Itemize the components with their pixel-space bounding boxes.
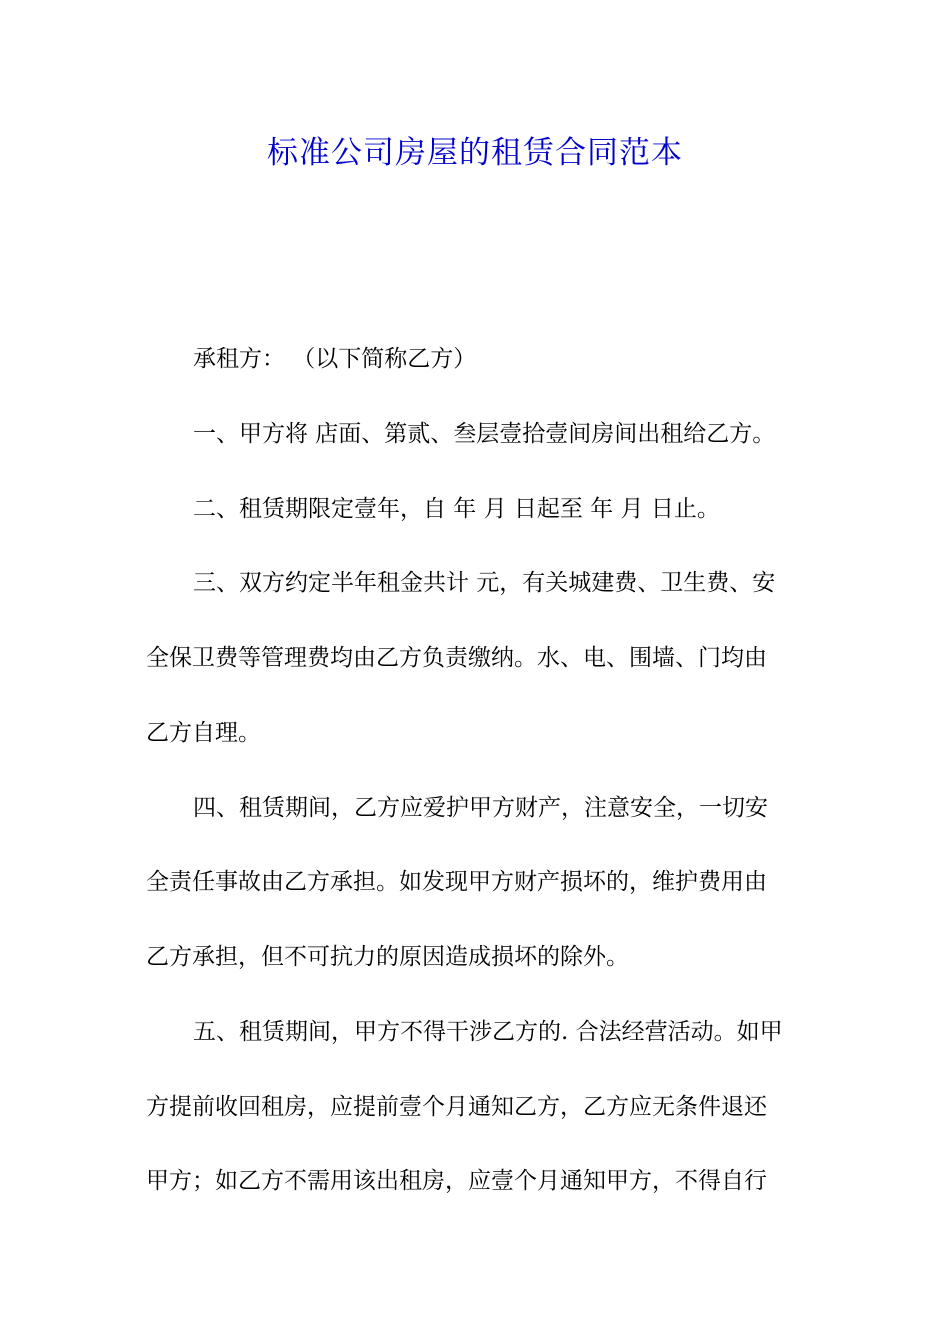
clause-2: 二、租赁期限定壹年，自 年 月 日起至 年 月 日止。 [193, 496, 720, 522]
clause-3-line-3: 乙方自理。 [146, 720, 261, 746]
clause-3-line-2: 全保卫费等管理费均由乙方负责缴纳。水、电、围墙、门均由 [146, 645, 767, 671]
clause-5-line-1: 五、租赁期间，甲方不得干涉乙方的. 合法经营活动。如甲 [193, 1019, 783, 1045]
clause-1: 一、甲方将 店面、第贰、叁层壹拾壹间房间出租给乙方。 [193, 421, 776, 447]
clause-4-line-3: 乙方承担，但不可抗力的原因造成损坏的除外。 [146, 944, 629, 970]
clause-5-line-2: 方提前收回租房，应提前壹个月通知乙方，乙方应无条件退还 [146, 1094, 767, 1120]
clause-4-line-1: 四、租赁期间，乙方应爱护甲方财产，注意安全，一切安 [193, 795, 768, 821]
clause-3-line-1: 三、双方约定半年租金共计 元，有关城建费、卫生费、安 [193, 570, 776, 596]
document-title: 标准公司房屋的租赁合同范本 [267, 135, 683, 171]
clause-4-line-2: 全责任事故由乙方承担。如发现甲方财产损坏的，维护费用由 [146, 869, 767, 895]
clause-5-line-3: 甲方；如乙方不需用该出租房，应壹个月通知甲方，不得自行 [146, 1168, 767, 1194]
tenant-line: 承租方： （以下简称乙方） [193, 346, 477, 372]
